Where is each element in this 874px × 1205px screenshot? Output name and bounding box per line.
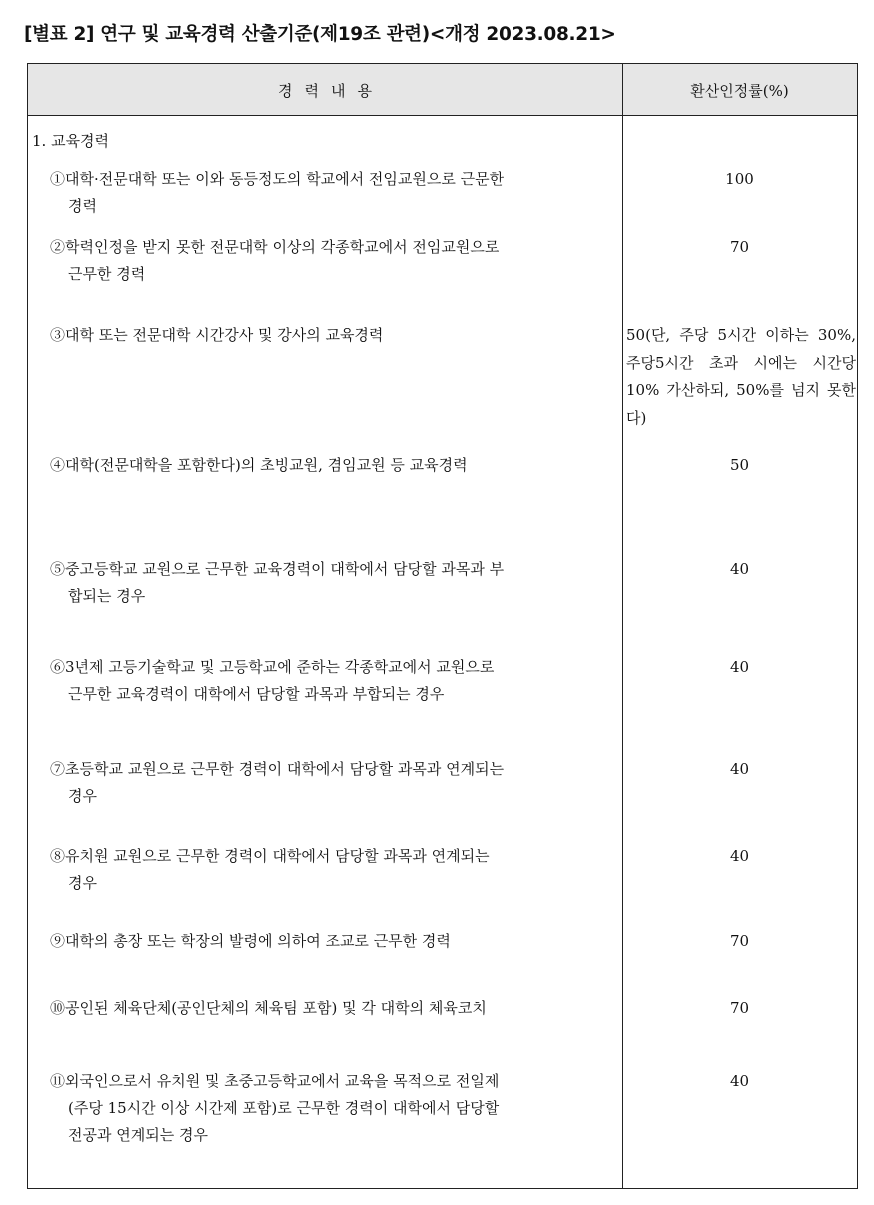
row-rate: 70 [729,238,750,256]
row-rate: 100 [725,170,754,188]
row-text-line: (주당 15시간 이상 시간제 포함)로 근무한 경력이 대학에서 담당할 [68,1099,500,1117]
row-text-line: ⑥3년제 고등기술학교 및 고등학교에 준하는 각종학교에서 교원으로 [50,658,495,676]
row-text-line: ⑨대학의 총장 또는 학장의 발령에 의하여 조교로 근무한 경력 [50,932,451,950]
table-row [50,843,618,897]
row-text-line: ④대학(전문대학을 포함한다)의 초빙교원, 겸임교원 등 교육경력 [50,456,468,474]
row-text-line: 전공과 연계되는 경우 [68,1126,208,1144]
table-row [50,995,618,1022]
row-text-line: 근무한 경력 [68,265,146,283]
header-career-content: 경력내용 [278,81,384,100]
row-text-line: ⑧유치원 교원으로 근무한 경력이 대학에서 담당할 과목과 연계되는 [50,847,490,865]
row-rate: 50(단, 주당 5시간 이하는 30%, 주당5시간 초과 시에는 시간당 10% 가산하되, 50%를 넘지 못한다) [626,326,856,427]
row-text-line: 경우 [68,787,97,805]
row-rate: 40 [729,658,750,676]
row-rate: 50 [729,456,750,474]
row-text-line: ⑪외국인으로서 유치원 및 초중고등학교에서 교육을 목적으로 전일제 [50,1072,500,1090]
row-text-line: 경우 [68,874,97,892]
row-rate: 70 [729,999,750,1017]
row-text-line: 경력 [68,197,97,215]
career-criteria-table [27,63,858,1189]
table-row [50,234,618,288]
table-row [50,166,618,220]
row-rate: 40 [729,847,750,865]
table-row [50,452,618,479]
row-text-line: ⑦초등학교 교원으로 근무한 경력이 대학에서 담당할 과목과 연계되는 [50,760,505,778]
table-row [50,1068,618,1149]
section-label: 1. 교육경력 [32,132,110,150]
row-text-line: ③대학 또는 전문대학 시간강사 및 강사의 교육경력 [50,326,384,344]
row-text-line: 근무한 교육경력이 대학에서 담당할 과목과 부합되는 경우 [68,685,445,703]
row-text-line: ①대학·전문대학 또는 이와 동등정도의 학교에서 전임교원으로 근문한 [50,170,505,188]
table-row [50,322,618,349]
row-text-line: ⑩공인된 체육단체(공인단체의 체육팀 포함) 및 각 대학의 체육코치 [50,999,487,1017]
row-rate: 40 [729,560,750,578]
table-row [50,928,618,955]
row-rate: 40 [729,760,750,778]
header-conversion-rate: 환산인정률(%) [690,81,789,100]
document-title: [별표 2] 연구 및 교육경력 산출기준(제19조 관련)<개정 2023.08.21> [24,24,616,45]
row-text-line: ②학력인정을 받지 못한 전문대학 이상의 각종학교에서 전임교원으로 [50,238,500,256]
table-row [50,756,618,810]
row-rate: 70 [729,932,750,950]
row-text-line: 합되는 경우 [68,587,146,605]
table-row [50,654,618,708]
row-rate: 40 [729,1072,750,1090]
row-text-line: ⑤중고등학교 교원으로 근무한 교육경력이 대학에서 담당할 과목과 부 [50,560,505,578]
table-header [28,64,857,116]
table-row [50,556,618,610]
